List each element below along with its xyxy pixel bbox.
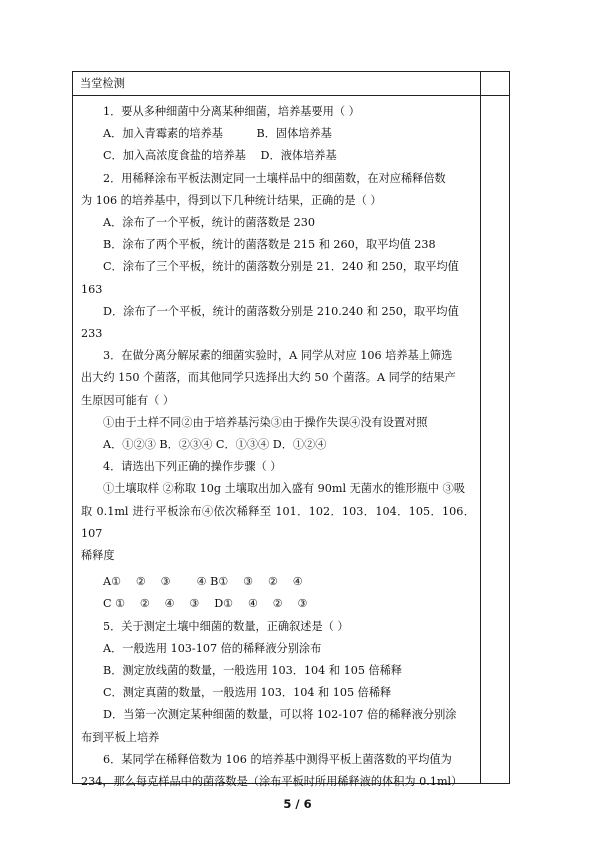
- q5-option-d-line1: D．当第一次测定某种细菌的数量，可以将 102-107 倍的稀释液分别涂: [103, 708, 457, 722]
- q2-stem-line1: 2．用稀释涂布平板法测定同一土壤样品中的细菌数，在对应稀释倍数: [103, 171, 446, 185]
- header-divider: [73, 95, 509, 96]
- q3-stem-line3: 生原因可能有（ ）: [81, 393, 175, 407]
- q2-option-c-line2: 163: [81, 282, 103, 296]
- q5-option-d-line2: 布到平板上培养: [81, 730, 160, 744]
- q5-option-a: A．一般选用 103-107 倍的稀释液分别涂布: [103, 641, 322, 655]
- page-number: 5 / 6: [283, 797, 312, 811]
- q4-stem: 4．请选出下列正确的操作步骤（ ）: [103, 460, 282, 474]
- q5-stem: 5．关于测定土壤中细菌的数量，正确叙述是（ ）: [103, 619, 349, 633]
- q2-option-d-line1: D．涂布了一个平板，统计的菌落数分别是 210.240 和 250，取平均值: [103, 304, 459, 318]
- q3-reasons: ①由于土样不同②由于培养基污染③由于操作失误④没有设置对照: [103, 415, 428, 429]
- column-divider: [480, 72, 481, 783]
- q2-option-c-line1: C．涂布了三个平板，统计的菌落数分别是 21．240 和 250，取平均值: [103, 260, 459, 274]
- q1-options-cd: C．加入高浓度食盐的培养基 D．液体培养基: [103, 149, 337, 163]
- question-content: [81, 101, 475, 793]
- q2-stem-line2: 为 106 的培养基中，得到以下几种统计结果，正确的是（ ）: [81, 193, 382, 207]
- q6-stem-line1: 6．某同学在稀释倍数为 106 的培养基中测得平板上菌落数的平均值为: [103, 752, 452, 766]
- q1-options-ab: A．加入青霉素的培养基 B．固体培养基: [103, 127, 332, 141]
- q2-option-b: B．涂布了两个平板，统计的菌落数是 215 和 260，取平均值 238: [103, 238, 436, 252]
- q6-stem-line2: 234，那么每克样品中的菌落数是（涂布平板时所用稀释液的体积为 0.1ml）: [81, 775, 463, 789]
- q2-option-a: A．涂布了一个平板，统计的菌落数是 230: [103, 216, 315, 230]
- q3-options: A．①②③ B．②③④ C．①③④ D．①②④: [103, 438, 327, 452]
- q4-options-cd: C ① ② ④ ③ D① ④ ② ③: [103, 597, 308, 611]
- section-title: 当堂检测: [80, 77, 125, 90]
- q1-stem: 1．要从多种细菌中分离某种细菌，培养基要用（ ）: [103, 105, 360, 118]
- q4-steps-line2: 取 0.1ml 进行平板涂布④依次稀释至 101．102．103．104．105．106．107: [81, 504, 475, 540]
- q4-options-ab: A① ② ③ ④ B① ③ ② ④: [103, 575, 303, 589]
- q4-steps-line1: ①土壤取样 ②称取 10g 土壤取出加入盛有 90ml 无菌水的锥形瓶中 ③吸: [103, 482, 466, 496]
- q3-stem-line2: 出大约 150 个菌落，而其他同学只选择出大约 50 个菌落。A 同学的结果产: [81, 371, 456, 385]
- q4-steps-line3: 稀释度: [81, 549, 115, 563]
- table-frame: [72, 71, 510, 789]
- q2-option-d-line2: 233: [81, 327, 103, 341]
- q5-option-b: B．测定放线菌的数量，一般选用 103．104 和 105 倍稀释: [103, 664, 403, 678]
- q3-stem-line1: 3．在做分离分解尿素的细菌实验时，A 同学从对应 106 培养基上筛选: [103, 349, 453, 363]
- q5-option-c: C．测定真菌的数量，一般选用 103．104 和 105 倍稀释: [103, 686, 392, 700]
